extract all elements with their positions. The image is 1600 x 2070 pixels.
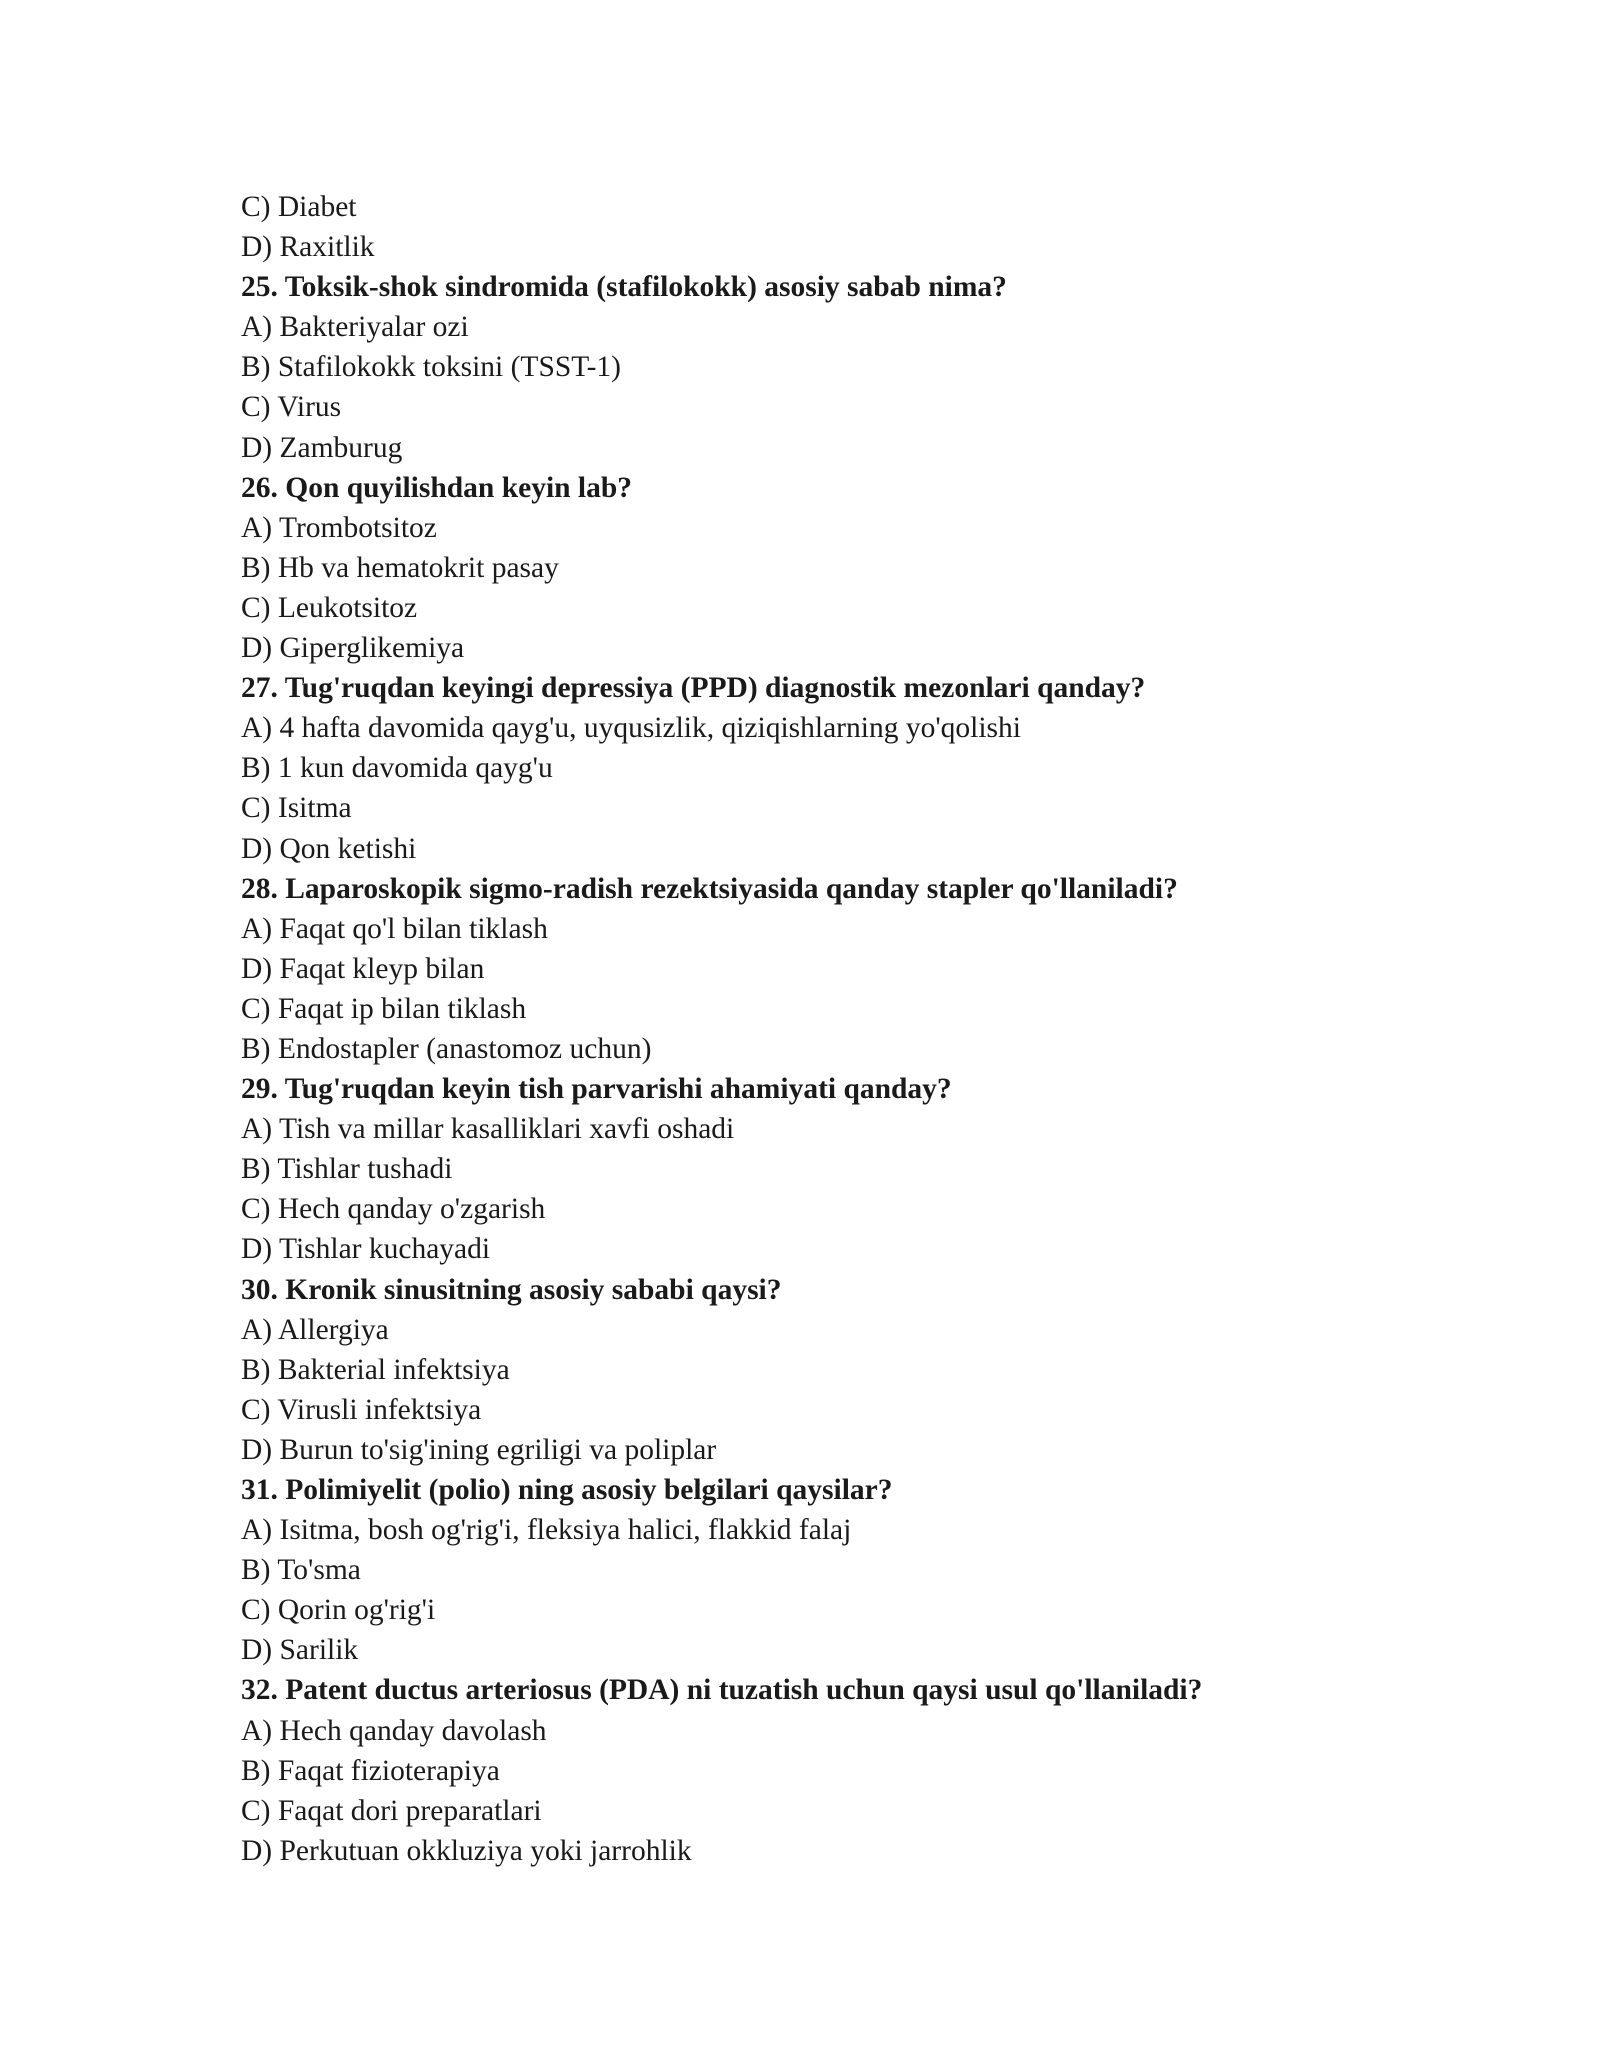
document-page bbox=[241, 187, 1421, 1871]
answer-option: C) Leukotsitoz bbox=[241, 591, 418, 624]
answer-option: C) Faqat dori preparatlari bbox=[241, 1794, 542, 1827]
question-text: 27. Tug'ruqdan keyingi depressiya (PPD) diagnostik mezonlari qanday? bbox=[241, 672, 1146, 705]
answer-option: B) Tishlar tushadi bbox=[241, 1153, 453, 1186]
answer-option: C) Virus bbox=[241, 391, 342, 424]
answer-option: A) Faqat qo'l bilan tiklash bbox=[241, 912, 548, 945]
answer-option: C) Diabet bbox=[241, 191, 357, 223]
answer-option: A) Isitma, bosh og'rig'i, fleksiya halici, flakkid falaj bbox=[241, 1514, 852, 1547]
answer-option: B) Bakterial infektsiya bbox=[241, 1353, 510, 1386]
answer-option: B) Stafilokokk toksini (TSST-1) bbox=[241, 351, 621, 384]
answer-option: C) Virusli infektsiya bbox=[241, 1393, 482, 1426]
answer-option: D) Raxitlik bbox=[241, 231, 375, 264]
answer-option: B) Faqat fizioterapiya bbox=[241, 1754, 500, 1787]
question-text: 28. Laparoskopik sigmo-radish rezektsiyasida qanday stapler qo'llaniladi? bbox=[241, 872, 1178, 905]
answer-option: C) Isitma bbox=[241, 792, 352, 825]
answer-option: D) Zamburug bbox=[241, 431, 403, 464]
answer-option: B) To'sma bbox=[241, 1554, 361, 1587]
answer-option: A) Trombotsitoz bbox=[241, 511, 437, 544]
answer-option: B) 1 kun davomida qayg'u bbox=[241, 752, 553, 785]
answer-option: C) Hech qanday o'zgarish bbox=[241, 1193, 546, 1226]
question-text: 26. Qon quyilishdan keyin lab? bbox=[241, 471, 633, 504]
answer-option: A) Tish va millar kasalliklari xavfi oshadi bbox=[241, 1113, 735, 1146]
answer-option: B) Hb va hematokrit pasay bbox=[241, 551, 559, 584]
answer-option: D) Perkutuan okkluziya yoki jarrohlik bbox=[241, 1834, 692, 1867]
answer-option: D) Faqat kleyp bilan bbox=[241, 952, 485, 985]
answer-option: D) Qon ketishi bbox=[241, 832, 417, 865]
answer-option: A) Hech qanday davolash bbox=[241, 1714, 547, 1747]
answer-option: B) Endostapler (anastomoz uchun) bbox=[241, 1032, 652, 1065]
answer-option: C) Qorin og'rig'i bbox=[241, 1594, 436, 1627]
answer-option: D) Giperglikemiya bbox=[241, 632, 465, 665]
answer-option: A) Allergiya bbox=[241, 1313, 389, 1346]
answer-option: D) Tishlar kuchayadi bbox=[241, 1233, 491, 1266]
answer-option: A) Bakteriyalar ozi bbox=[241, 311, 469, 344]
answer-option: D) Burun to'sig'ining egriligi va poliplar bbox=[241, 1433, 717, 1466]
question-text: 29. Tug'ruqdan keyin tish parvarishi ahamiyati qanday? bbox=[241, 1073, 952, 1106]
answer-option: D) Sarilik bbox=[241, 1634, 359, 1667]
answer-option: A) 4 hafta davomida qayg'u, uyqusizlik, qiziqishlarning yo'qolishi bbox=[241, 712, 1021, 745]
question-text: 31. Polimiyelit (polio) ning asosiy belgilari qaysilar? bbox=[241, 1474, 893, 1506]
answer-option: C) Faqat ip bilan tiklash bbox=[241, 992, 527, 1025]
question-text: 32. Patent ductus arteriosus (PDA) ni tuzatish uchun qaysi usul qo'llaniladi? bbox=[241, 1674, 1203, 1707]
question-text: 30. Kronik sinusitning asosiy sababi qaysi? bbox=[241, 1273, 782, 1306]
question-text: 25. Toksik-shok sindromida (stafilokokk) asosiy sabab nima? bbox=[241, 271, 1007, 304]
